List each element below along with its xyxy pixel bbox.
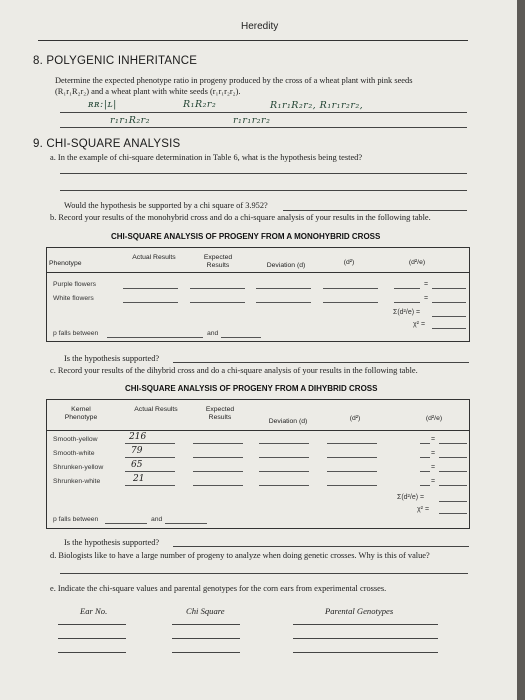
di-cell[interactable] — [125, 485, 175, 486]
mono-row-white: White flowers — [53, 295, 94, 302]
di-row-smooth-yellow: Smooth-yellow — [53, 436, 98, 443]
equals-sign: = — [431, 478, 436, 485]
handwritten-answer-2a: r₁r₁R₂r₂ — [110, 115, 151, 126]
mono-cell[interactable] — [190, 288, 245, 289]
di-header-actual: Actual Results — [134, 406, 178, 413]
mono-cell[interactable] — [256, 302, 311, 303]
section-8-question-line1: Determine the expected phenotype ratio in progeny produced by the cross of a wheat plant with pink seeds — [55, 76, 413, 85]
di-actual-shrunken-white[interactable]: 21 — [133, 474, 145, 484]
mono-p-falls-label: p falls between — [53, 330, 99, 337]
equals-sign: = — [431, 436, 436, 443]
di-cell[interactable] — [420, 443, 430, 444]
monohybrid-table — [46, 247, 470, 342]
di-p-low-cell[interactable] — [105, 523, 147, 524]
answer-line-d[interactable] — [60, 573, 468, 574]
page-header-title: Heredity — [241, 21, 279, 32]
mono-sum-cell[interactable] — [432, 316, 466, 317]
di-cell[interactable] — [439, 457, 467, 458]
section-8-title: 8. POLYGENIC INHERITANCE — [33, 55, 198, 67]
mono-cell[interactable] — [323, 288, 378, 289]
parental-genotypes-line[interactable] — [293, 624, 438, 625]
mono-header-phenotype: Phenotype — [49, 260, 82, 267]
di-cell[interactable] — [439, 443, 467, 444]
di-cell[interactable] — [439, 485, 467, 486]
di-cell[interactable] — [193, 485, 243, 486]
ear-no-line[interactable] — [58, 624, 126, 625]
mono-cell[interactable] — [256, 288, 311, 289]
di-row-shrunken-yellow: Shrunken-yellow — [53, 464, 104, 471]
di-sum-label: Σ(d²/e) = — [397, 494, 425, 501]
column-parental-genotypes: Parental Genotypes — [325, 606, 394, 616]
monohybrid-table-title: CHI-SQUARE ANALYSIS OF PROGENY FROM A MONOHYBRID CROSS — [111, 232, 381, 241]
mono-row-purple: Purple flowers — [53, 281, 97, 288]
parental-genotypes-line[interactable] — [293, 638, 438, 639]
mono-cell[interactable] — [123, 302, 178, 303]
mono-cell[interactable] — [190, 302, 245, 303]
answer-line-hyp1[interactable] — [173, 362, 469, 363]
ear-no-line[interactable] — [58, 652, 126, 653]
question-b: b. Record your results of the monohybrid cross and do a chi-square analysis of your results in the following table. — [50, 213, 431, 222]
equals-sign: = — [424, 281, 429, 288]
header-rule — [38, 40, 468, 41]
answer-line-hyp2[interactable] — [173, 546, 469, 547]
column-chi-square: Chi Square — [186, 606, 225, 616]
ear-no-line[interactable] — [58, 638, 126, 639]
mono-header-actual: Actual Results — [132, 254, 176, 261]
mono-p-high-cell[interactable] — [221, 337, 261, 338]
question-c: c. Record your results of the dihybrid cross and do a chi-square analysis of your results in the following table. — [50, 366, 418, 375]
mono-chi-cell[interactable] — [432, 328, 466, 329]
chi-square-line[interactable] — [172, 638, 240, 639]
chi-square-supported-question: Would the hypothesis be supported by a chi square of 3.952? — [64, 201, 268, 210]
di-cell[interactable] — [420, 485, 430, 486]
mono-p-low-cell[interactable] — [107, 337, 203, 338]
question-d: d. Biologists like to have a large number of progeny to analyze when doing genetic crosses. Why is this of value? — [50, 551, 430, 560]
answer-line-a2[interactable] — [60, 190, 467, 191]
di-cell[interactable] — [439, 471, 467, 472]
question-a: a. In the example of chi-square determination in Table 6, what is the hypothesis being tested? — [50, 153, 363, 162]
di-cell[interactable] — [327, 471, 377, 472]
mono-cell[interactable] — [394, 302, 420, 303]
di-cell[interactable] — [327, 485, 377, 486]
mono-cell[interactable] — [123, 288, 178, 289]
mono-header-expected: Expected Results — [203, 254, 233, 269]
answer-line-supported[interactable] — [283, 210, 467, 211]
mono-cell[interactable] — [394, 288, 420, 289]
equals-sign: = — [431, 450, 436, 457]
parental-genotypes-line[interactable] — [293, 652, 438, 653]
mono-header-rule — [47, 272, 469, 273]
di-sum-cell[interactable] — [439, 501, 467, 502]
di-chi-label: χ² = — [417, 506, 430, 513]
handwritten-answer-1b: R₁R₂r₂ — [183, 99, 217, 110]
equals-sign: = — [424, 295, 429, 302]
dihybrid-table — [46, 399, 470, 529]
di-cell[interactable] — [125, 471, 175, 472]
chi-square-line[interactable] — [172, 652, 240, 653]
section-8-question-line2: (R₁r₁R₂r₂) and a wheat plant with white seeds (r₁r₁r₂r₂). — [55, 87, 241, 96]
answer-line-1[interactable] — [60, 112, 467, 113]
answer-line-a1[interactable] — [60, 173, 467, 174]
column-ear-no: Ear No. — [80, 606, 108, 616]
mono-cell[interactable] — [432, 288, 466, 289]
di-cell[interactable] — [193, 457, 243, 458]
di-header-deviation: Deviation (d) — [268, 418, 308, 425]
di-row-smooth-white: Smooth-white — [53, 450, 95, 457]
di-chi-cell[interactable] — [439, 513, 467, 514]
di-actual-smooth-white[interactable]: 79 — [131, 446, 143, 456]
mono-sum-label: Σ(d²/e) = — [393, 309, 421, 316]
mono-p-and-label: and — [207, 330, 219, 337]
di-cell[interactable] — [420, 457, 430, 458]
di-actual-smooth-yellow[interactable]: 216 — [129, 432, 147, 442]
di-header-expected: Expected Results — [205, 406, 235, 421]
di-cell[interactable] — [193, 443, 243, 444]
mono-cell[interactable] — [323, 302, 378, 303]
mono-cell[interactable] — [432, 302, 466, 303]
mono-chi-label: χ² = — [413, 321, 426, 328]
di-cell[interactable] — [420, 471, 430, 472]
equals-sign: = — [431, 464, 436, 471]
di-p-and-label: and — [151, 516, 163, 523]
di-header-phenotype: Kernel Phenotype — [64, 406, 98, 421]
dihybrid-table-title: CHI-SQUARE ANALYSIS OF PROGENY FROM A DIHYBRID CROSS — [125, 384, 378, 393]
di-actual-shrunken-yellow[interactable]: 65 — [131, 460, 143, 470]
mono-header-d2: (d²) — [343, 259, 355, 266]
question-e: e. Indicate the chi-square values and parental genotypes for the corn ears from experimental crosses. — [50, 584, 387, 593]
di-cell[interactable] — [259, 485, 309, 486]
answer-line-2[interactable] — [60, 127, 467, 128]
di-row-shrunken-white: Shrunken-white — [53, 478, 101, 485]
di-p-high-cell[interactable] — [165, 523, 207, 524]
mono-header-d2e: (d²/e) — [408, 259, 426, 266]
chi-square-line[interactable] — [172, 624, 240, 625]
handwritten-answer-2b: r₁r₁r₂r₂ — [233, 115, 271, 126]
di-header-d2e: (d²/e) — [425, 415, 443, 422]
handwritten-answer-1c: R₁r₁R₂r₂, R₁r₁r₂r₂, — [270, 100, 364, 111]
mono-header-deviation: Deviation (d) — [266, 262, 306, 269]
handwritten-answer-1a: ʀʀ:|ʟ| — [88, 99, 117, 110]
di-cell[interactable] — [259, 443, 309, 444]
di-cell[interactable] — [327, 443, 377, 444]
di-cell[interactable] — [259, 471, 309, 472]
di-cell[interactable] — [193, 471, 243, 472]
di-cell[interactable] — [327, 457, 377, 458]
di-cell[interactable] — [125, 457, 175, 458]
di-header-d2: (d²) — [349, 415, 361, 422]
section-9-title: 9. CHI-SQUARE ANALYSIS — [33, 138, 181, 150]
hypothesis-supported-question-2: Is the hypothesis supported? — [64, 538, 160, 547]
di-cell[interactable] — [125, 443, 175, 444]
di-p-falls-label: p falls between — [53, 516, 99, 523]
di-header-rule — [47, 430, 469, 431]
page-edge-shadow — [517, 0, 525, 700]
di-cell[interactable] — [259, 457, 309, 458]
hypothesis-supported-question-1: Is the hypothesis supported? — [64, 354, 160, 363]
